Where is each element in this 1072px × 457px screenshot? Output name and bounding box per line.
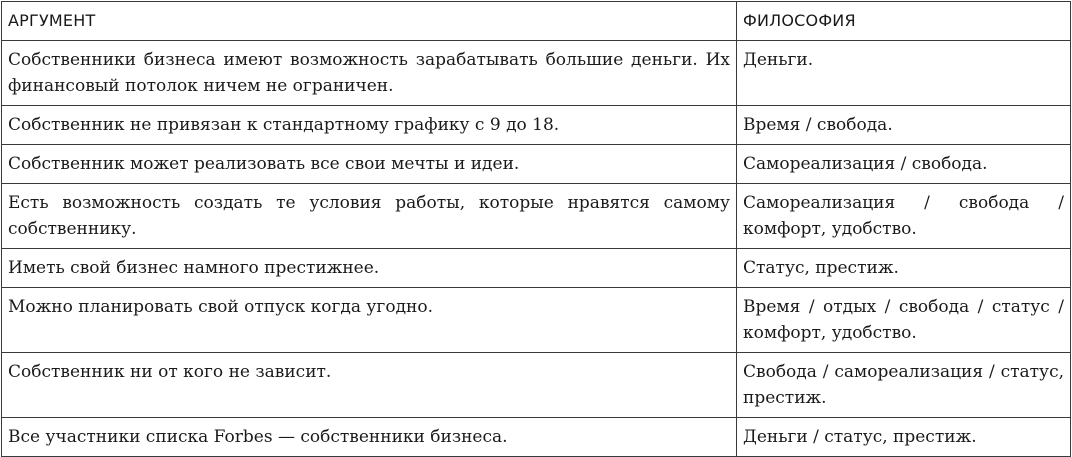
argument-cell: Собственник не привязан к стандартному графику с 9 до 18. xyxy=(2,106,737,145)
table-row xyxy=(2,184,1071,249)
header-argument: АРГУМЕНТ xyxy=(2,2,737,41)
table-row xyxy=(2,288,1071,353)
philosophy-cell: Самореализация / свобода. xyxy=(737,145,1071,184)
argument-cell: Иметь свой бизнес намного престижнее. xyxy=(2,249,737,288)
philosophy-cell: Деньги / статус, престиж. xyxy=(737,418,1071,457)
argument-cell: Можно планировать свой отпуск когда угодно. xyxy=(2,288,737,353)
philosophy-cell: Деньги. xyxy=(737,41,1071,106)
table-row xyxy=(2,41,1071,106)
header-philosophy: ФИЛОСОФИЯ xyxy=(737,2,1071,41)
table-header-row xyxy=(2,2,1071,41)
table-row xyxy=(2,353,1071,418)
philosophy-cell: Статус, престиж. xyxy=(737,249,1071,288)
philosophy-cell: Время / свобода. xyxy=(737,106,1071,145)
argument-cell: Собственник ни от кого не зависит. xyxy=(2,353,737,418)
philosophy-cell: Свобода / самореализация / статус, престиж. xyxy=(737,353,1071,418)
philosophy-cell: Самореализация / свобода / комфорт, удобство. xyxy=(737,184,1071,249)
argument-cell: Собственник может реализовать все свои мечты и идеи. xyxy=(2,145,737,184)
argument-philosophy-table xyxy=(1,1,1071,457)
argument-cell: Собственники бизнеса имеют возможность зарабатывать большие деньги. Их финансовый потолок ничем не ограничен. xyxy=(2,41,737,106)
philosophy-cell: Время / отдых / свобода / статус / комфорт, удобство. xyxy=(737,288,1071,353)
table-row xyxy=(2,418,1071,457)
argument-cell: Есть возможность создать те условия работы, которые нравятся самому собственнику. xyxy=(2,184,737,249)
table-row xyxy=(2,106,1071,145)
table-row xyxy=(2,249,1071,288)
argument-cell: Все участники списка Forbes — собственники бизнеса. xyxy=(2,418,737,457)
table-row xyxy=(2,145,1071,184)
